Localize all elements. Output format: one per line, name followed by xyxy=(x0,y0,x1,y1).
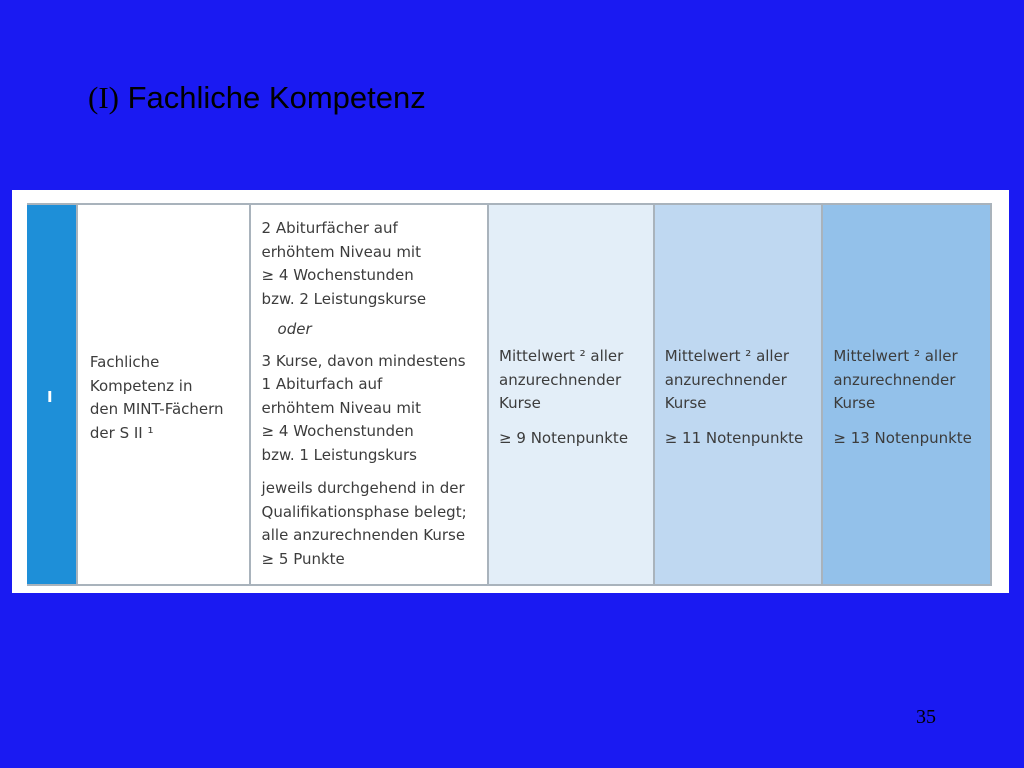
tier-cell-2 xyxy=(653,205,822,584)
tier-line: Mittelwert ² aller xyxy=(664,347,789,365)
requirement-line: jeweils durchgehend in der xyxy=(261,479,465,497)
tier-threshold: ≥ 9 Notenpunkte xyxy=(499,428,629,447)
tier-line: anzurechnender xyxy=(499,370,622,389)
page-number: 35 xyxy=(916,706,936,728)
table-image xyxy=(12,190,1009,593)
requirement-note xyxy=(262,477,482,571)
requirement-line: ≥ 4 Wochenstunden xyxy=(261,422,414,440)
field-cell xyxy=(76,205,249,584)
tier-cell-1 xyxy=(487,205,653,584)
requirement-option-1 xyxy=(262,217,482,311)
tier-line: Kurse xyxy=(664,394,707,412)
level-label: I xyxy=(47,388,53,406)
tier-line: Kurse xyxy=(833,394,876,412)
field-line: Fachliche xyxy=(89,353,160,371)
requirement-line: erhöhtem Niveau mit xyxy=(261,398,421,417)
competence-table xyxy=(27,203,992,586)
requirement-option-2 xyxy=(262,350,482,468)
tier-line: anzurechnender xyxy=(664,370,787,389)
requirement-line: 1 Abiturfach auf xyxy=(261,375,383,393)
requirement-line: ≥ 4 Wochenstunden xyxy=(261,266,414,284)
or-label: oder xyxy=(277,320,312,338)
level-cell xyxy=(27,205,76,584)
requirement-line: bzw. 1 Leistungskurs xyxy=(261,445,417,464)
requirement-line: ≥ 5 Punkte xyxy=(261,549,345,568)
tier-threshold: ≥ 13 Notenpunkte xyxy=(833,428,972,447)
field-line: den MINT-Fächern xyxy=(89,400,224,418)
requirements-cell xyxy=(249,205,488,584)
slide-title xyxy=(88,76,426,120)
title-text: Fachliche Kompetenz xyxy=(127,80,426,115)
requirement-line: Qualifikationsphase belegt; xyxy=(261,502,467,521)
requirement-line: alle anzurechnenden Kurse xyxy=(261,526,466,544)
requirement-line: bzw. 2 Leistungskurse xyxy=(261,289,427,308)
tier-line: anzurechnender xyxy=(833,370,956,389)
tier-threshold: ≥ 11 Notenpunkte xyxy=(664,428,804,447)
tier-line: Mittelwert ² aller xyxy=(499,347,624,365)
requirement-line: erhöhtem Niveau mit xyxy=(261,242,421,261)
field-line: Kompetenz in xyxy=(89,376,193,395)
field-line: der S II ¹ xyxy=(89,423,154,442)
requirement-line: 3 Kurse, davon mindestens xyxy=(261,351,466,370)
requirement-line: 2 Abiturfächer auf xyxy=(261,219,398,237)
title-prefix: (I) xyxy=(88,80,119,115)
tier-line: Mittelwert ² aller xyxy=(833,347,958,365)
tier-cell-3 xyxy=(821,205,990,584)
tier-line: Kurse xyxy=(499,394,541,412)
